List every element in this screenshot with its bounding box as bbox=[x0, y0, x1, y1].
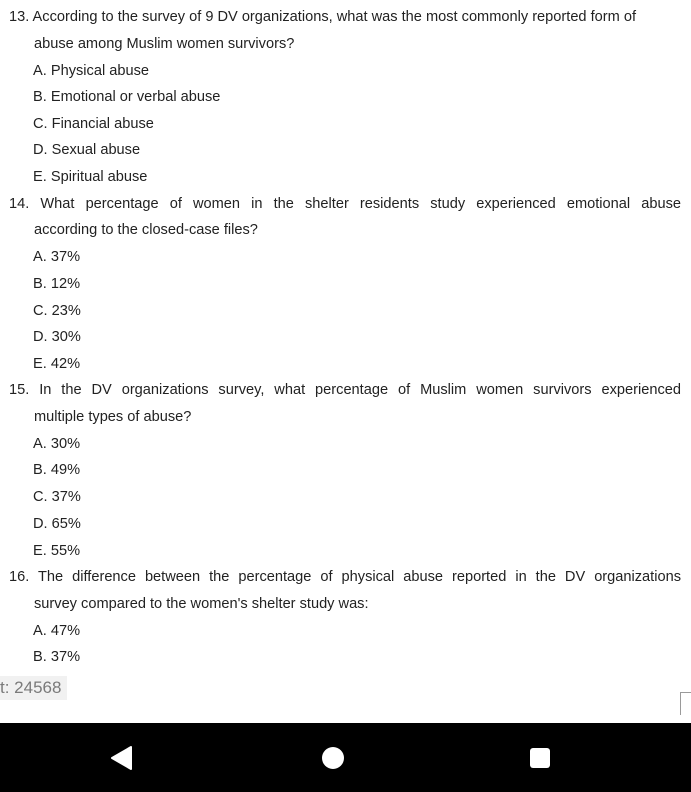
question-stem: 14. What percentage of women in the shelter residents study experienced emotional abuse bbox=[9, 196, 681, 212]
recents-button[interactable] bbox=[510, 723, 570, 792]
answer-option-e[interactable]: E. 42% bbox=[33, 356, 81, 372]
scroll-corner-indicator bbox=[680, 692, 691, 715]
back-button[interactable] bbox=[92, 723, 152, 792]
home-circle-icon bbox=[321, 746, 345, 770]
answer-option-d[interactable]: D. 30% bbox=[33, 329, 81, 345]
answer-option-d[interactable]: D. 65% bbox=[33, 516, 81, 532]
answer-option-b[interactable]: B. 12% bbox=[33, 276, 81, 292]
answer-option-b[interactable]: B. 37% bbox=[33, 649, 81, 665]
answer-option-e[interactable]: E. Spiritual abuse bbox=[33, 169, 148, 185]
answer-option-b[interactable]: B. Emotional or verbal abuse bbox=[33, 89, 221, 105]
answer-option-c[interactable]: C. Financial abuse bbox=[33, 116, 154, 132]
question-stem-continued: according to the closed-case files? bbox=[34, 222, 258, 238]
answer-option-b[interactable]: B. 49% bbox=[33, 462, 81, 478]
answer-option-a[interactable]: A. 37% bbox=[33, 249, 81, 265]
answer-option-a[interactable]: A. Physical abuse bbox=[33, 63, 150, 79]
question-stem: 13. According to the survey of 9 DV organizations, what was the most commonly reported form of bbox=[9, 9, 637, 25]
question-stem-continued: survey compared to the women's shelter study was: bbox=[34, 596, 369, 612]
answer-option-a[interactable]: A. 47% bbox=[33, 623, 81, 639]
answer-option-e[interactable]: E. 55% bbox=[33, 543, 81, 559]
counter-overlay-label: t: 24568 bbox=[0, 676, 67, 700]
question-stem: 16. The difference between the percentage of physical abuse reported in the DV organizations bbox=[9, 569, 681, 585]
answer-option-a[interactable]: A. 30% bbox=[33, 436, 81, 452]
answer-option-c[interactable]: C. 23% bbox=[33, 303, 81, 319]
recents-square-icon bbox=[529, 747, 551, 769]
answer-option-c[interactable]: C. 37% bbox=[33, 489, 81, 505]
system-navigation-bar bbox=[0, 723, 691, 792]
question-stem-continued: abuse among Muslim women survivors? bbox=[34, 36, 295, 52]
question-stem: 15. In the DV organizations survey, what percentage of Muslim women survivors experienced bbox=[9, 382, 681, 398]
question-stem-continued: multiple types of abuse? bbox=[34, 409, 192, 425]
answer-option-d[interactable]: D. Sexual abuse bbox=[33, 142, 141, 158]
back-triangle-icon bbox=[109, 745, 135, 771]
home-button[interactable] bbox=[303, 723, 363, 792]
